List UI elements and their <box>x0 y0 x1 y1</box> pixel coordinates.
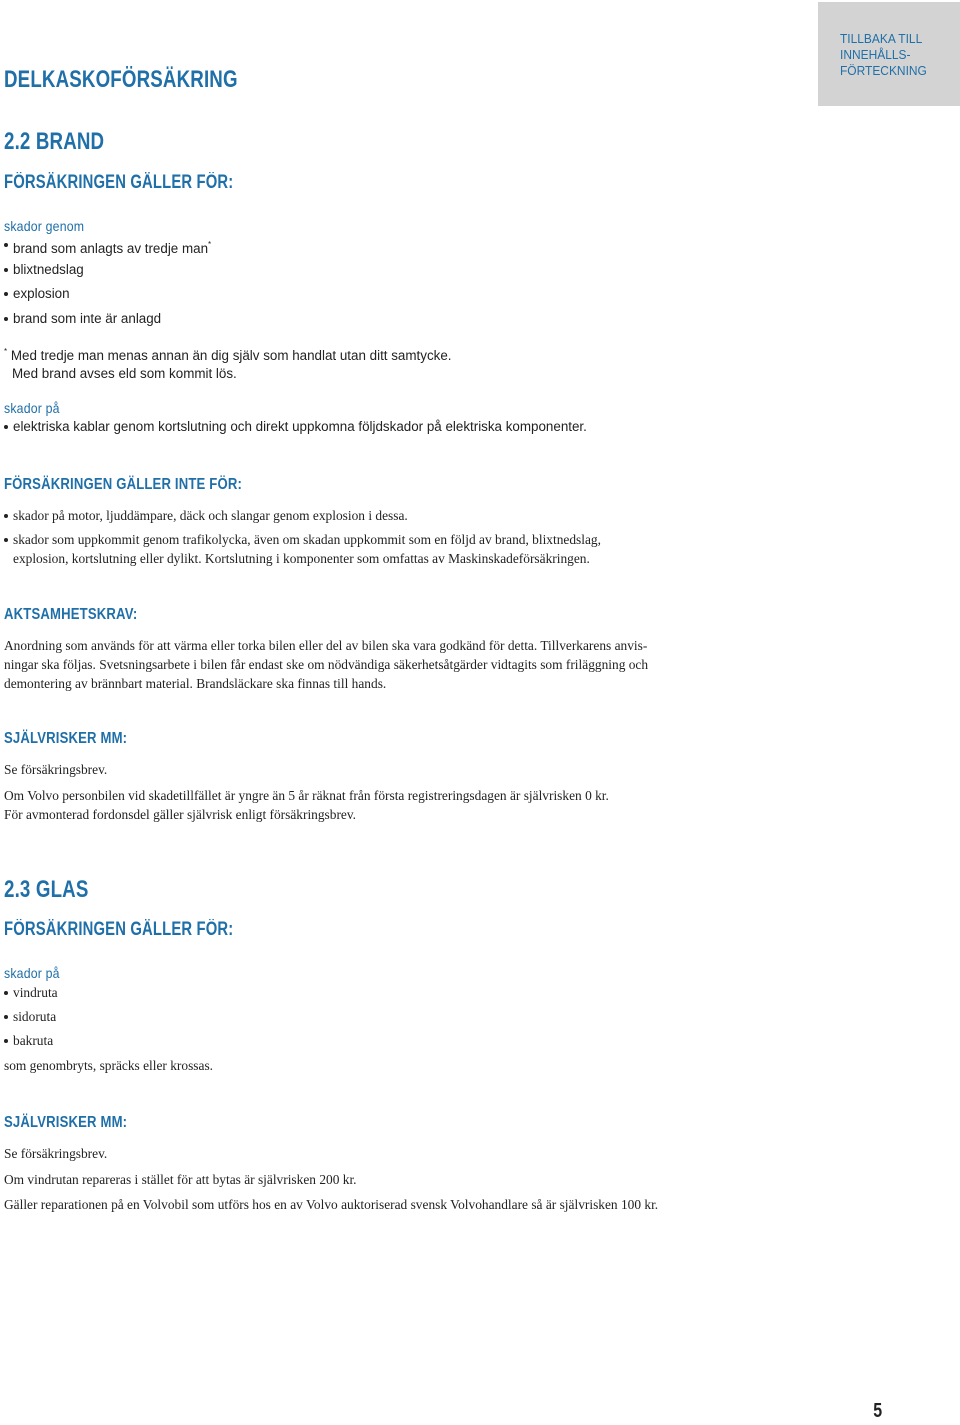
brand-care-heading: AKTSAMHETSKRAV: <box>4 606 138 623</box>
asterisk: * <box>208 240 212 249</box>
brand-footnote: * Med tredje man menas annan än dig själv som handlat utan ditt samtycke. Med brand avses eld som kommit lös. <box>4 347 452 381</box>
list-item: vindruta <box>4 983 58 1007</box>
brand-damage-through-label: skador genom <box>4 218 85 234</box>
list-item: explosion <box>4 284 211 309</box>
page-title: DELKASKOFÖRSÄKRING <box>4 66 238 93</box>
brand-damage-on-label: skador på <box>4 400 60 416</box>
back-button-line1: TILLBAKA TILL <box>840 31 923 46</box>
list-item: sidoruta <box>4 1007 58 1031</box>
list-item: bakruta <box>4 1031 58 1055</box>
list-item: blixtnedslag <box>4 260 211 285</box>
list-item: brand som anlagts av tredje man* <box>4 235 211 260</box>
glass-damage-on-label: skador på <box>4 965 60 981</box>
brand-damage-on-list <box>4 417 587 436</box>
section-heading-glass: 2.3 GLAS <box>4 876 89 903</box>
brand-covers-heading: FÖRSÄKRINGEN GÄLLER FÖR: <box>4 172 234 193</box>
page-number: 5 <box>873 1400 882 1422</box>
glass-deductible-text: Se försäkringsbrev. Om vindrutan repareras i stället för att bytas är självrisken 200 kr. Gäller reparationen på en Volvobil som utförs hos en av Volvo auktoriserad svensk Volvohandlare så är självrisken 100 kr. <box>4 1146 659 1212</box>
glass-after-items: som genombryts, spräcks eller krossas. <box>4 1058 214 1073</box>
back-to-toc-button[interactable] <box>818 2 960 106</box>
glass-deductible-heading: SJÄLVRISKER MM: <box>4 1114 128 1131</box>
glass-covers-heading: FÖRSÄKRINGEN GÄLLER FÖR: <box>4 919 234 940</box>
glass-items-list <box>4 983 58 1055</box>
brand-damage-through-list <box>4 235 211 333</box>
back-button-line3: FÖRTECKNING <box>840 63 927 78</box>
brand-deductible-heading: SJÄLVRISKER MM: <box>4 730 128 747</box>
footnote-asterisk: * <box>4 347 8 356</box>
list-item: skador på motor, ljuddämpare, däck och slangar genom explosion i dessa. <box>4 506 601 530</box>
list-item: brand som inte är anlagd <box>4 309 211 334</box>
brand-deductible-text: Se försäkringsbrev. Om Volvo personbilen vid skadetillfället är yngre än 5 år räknat från första registreringsdagen är självrisken 0 kr. För avmonterad fordonsdel gäller självrisk enligt försäkringsbrev. <box>4 762 609 822</box>
brand-care-text: Anordning som används för att värma eller torka bilen eller del av bilen ska vara godkänd för detta. Tillverkarens anvis- ningar ska följas. Svetsningsarbete i bilen får endast ske om nödvändiga säkerhetsåtgärder vidtagits som friläggning och demontering av brännbart material. Brandsläckare ska finnas till hands. <box>4 638 649 691</box>
list-item: skador som uppkommit genom trafikolycka, även om skadan uppkommit som en följd av brand, blixtnedslag, explosion, kortslutning eller dylikt. Kortslutning i komponenter som omfattas av Maskinskadeförsäkringen. <box>4 530 601 568</box>
list-item: elektriska kablar genom kortslutning och direkt uppkomna följdskador på elektriska komponenter. <box>4 417 587 436</box>
brand-not-covers-heading: FÖRSÄKRINGEN GÄLLER INTE FÖR: <box>4 476 243 493</box>
brand-not-covers-list <box>4 506 601 568</box>
section-heading-brand: 2.2 BRAND <box>4 128 105 155</box>
back-button-line2: INNEHÅLLS- <box>840 47 911 62</box>
